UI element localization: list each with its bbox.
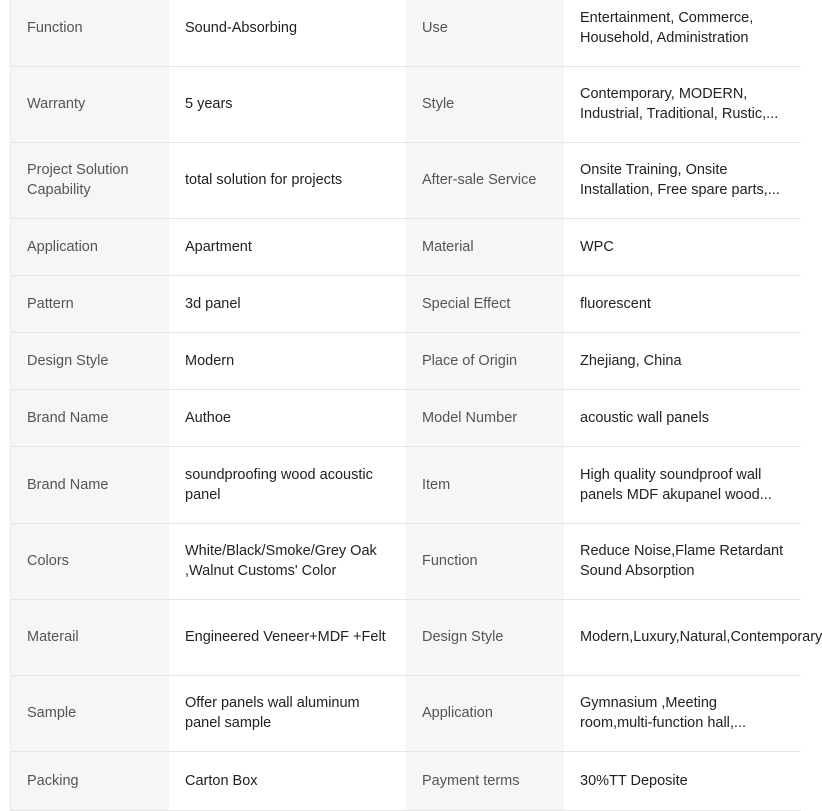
- attr-value: Modern: [169, 332, 406, 389]
- attr-value: Offer panels wall aluminum panel sample: [169, 675, 406, 751]
- attr-value: Modern,Luxury,Natural,Contemporary: [564, 599, 801, 675]
- attr-value: Entertainment, Commerce, Household, Administration: [564, 0, 801, 66]
- table-row: [11, 332, 801, 389]
- table-row: [11, 0, 801, 66]
- table-row: [11, 389, 801, 446]
- table-row: [11, 751, 801, 810]
- attr-key: Function: [406, 523, 564, 599]
- attr-key: Design Style: [11, 332, 169, 389]
- table-row: [11, 66, 801, 142]
- attr-value: Engineered Veneer+MDF +Felt: [169, 599, 406, 675]
- attr-key: After-sale Service: [406, 142, 564, 218]
- table-row: [11, 675, 801, 751]
- attr-key: Warranty: [11, 66, 169, 142]
- attr-key: Item: [406, 446, 564, 523]
- attr-value: WPC: [564, 218, 801, 275]
- attr-value: Zhejiang, China: [564, 332, 801, 389]
- table-row: [11, 275, 801, 332]
- spec-table: [11, 0, 822, 811]
- table-row: [11, 218, 801, 275]
- attr-value: 5 years: [169, 66, 406, 142]
- table-row: [11, 142, 801, 218]
- attr-value: White/Black/Smoke/Grey Oak ,Walnut Customs' Color: [169, 523, 406, 599]
- attr-value: fluorescent: [564, 275, 801, 332]
- attr-key: Colors: [11, 523, 169, 599]
- attr-key: Function: [11, 0, 169, 66]
- attr-value: acoustic wall panels: [564, 389, 801, 446]
- attr-key: Use: [406, 0, 564, 66]
- attr-key: Sample: [11, 675, 169, 751]
- attr-key: Model Number: [406, 389, 564, 446]
- attr-value: Sound-Absorbing: [169, 0, 406, 66]
- attr-key: Project Solution Capability: [11, 142, 169, 218]
- attr-value: total solution for projects: [169, 142, 406, 218]
- attr-value: Carton Box: [169, 751, 406, 810]
- attr-key: Brand Name: [11, 389, 169, 446]
- attr-key: Packing: [11, 751, 169, 810]
- attr-value: High quality soundproof wall panels MDF akupanel wood...: [564, 446, 801, 523]
- attr-key: Design Style: [406, 599, 564, 675]
- table-row: [11, 599, 801, 675]
- attr-value: 30%TT Deposite: [564, 751, 801, 810]
- attr-value: Reduce Noise,Flame Retardant Sound Absorption: [564, 523, 801, 599]
- attr-value: Gymnasium ,Meeting room,multi-function hall,...: [564, 675, 801, 751]
- attr-key: Application: [406, 675, 564, 751]
- attr-key: Brand Name: [11, 446, 169, 523]
- table-row: [11, 446, 801, 523]
- attr-key: Payment terms: [406, 751, 564, 810]
- attr-value: Contemporary, MODERN, Industrial, Traditional, Rustic,...: [564, 66, 801, 142]
- attr-value: soundproofing wood acoustic panel: [169, 446, 406, 523]
- attr-key: Pattern: [11, 275, 169, 332]
- attr-value: 3d panel: [169, 275, 406, 332]
- table-row: [11, 523, 801, 599]
- attr-key: Style: [406, 66, 564, 142]
- attr-key: Special Effect: [406, 275, 564, 332]
- attr-key: Materail: [11, 599, 169, 675]
- attr-value: Onsite Training, Onsite Installation, Free spare parts,...: [564, 142, 801, 218]
- attr-key: Material: [406, 218, 564, 275]
- attr-key: Application: [11, 218, 169, 275]
- attr-value: Apartment: [169, 218, 406, 275]
- attr-key: Place of Origin: [406, 332, 564, 389]
- product-attributes-panel: [10, 0, 822, 811]
- attr-value: Authoe: [169, 389, 406, 446]
